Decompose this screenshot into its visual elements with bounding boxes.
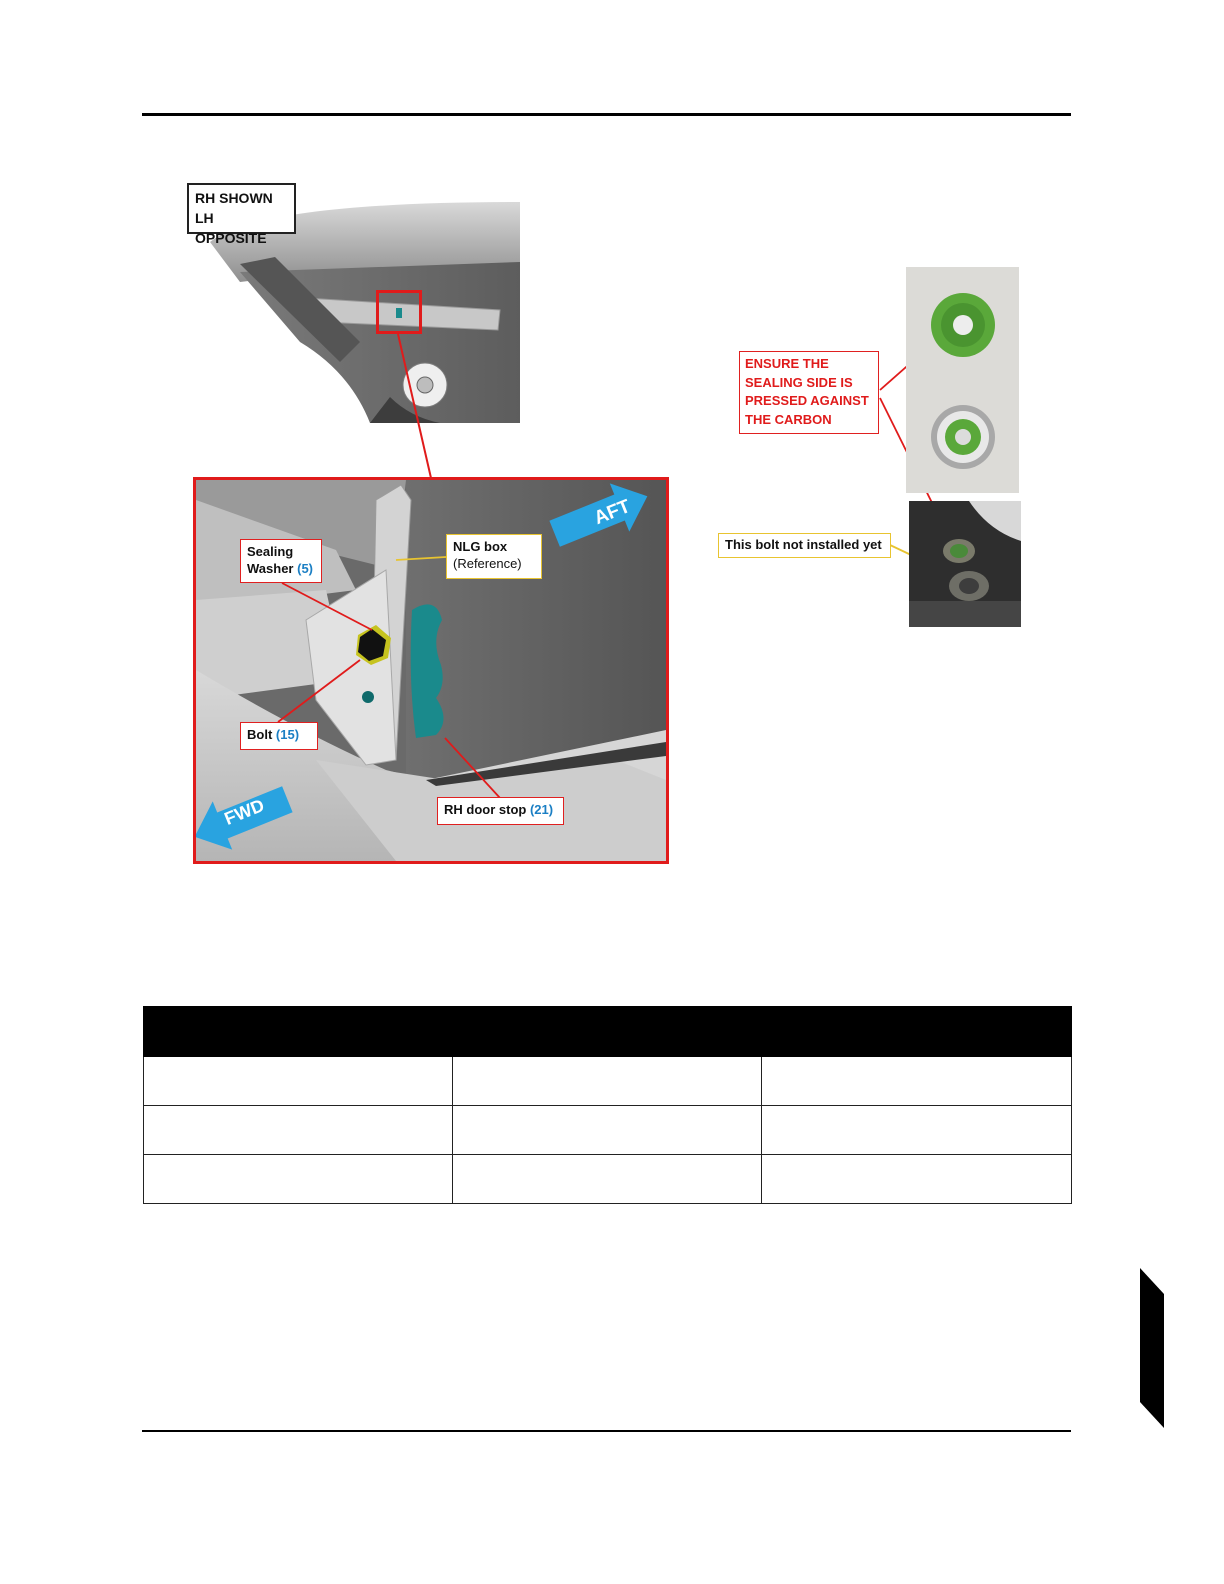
sealing-washer-label2: Washer [247, 561, 294, 576]
bolt-number: (15) [275, 727, 300, 742]
table-cell [453, 1057, 762, 1106]
fwd-arrow-label: FWD [221, 795, 268, 829]
table-cell [762, 1106, 1072, 1155]
table-cell [453, 1155, 762, 1204]
table-header-row [144, 1007, 1072, 1057]
sealing-washer-callout [240, 539, 322, 583]
data-table [143, 1006, 1072, 1204]
table-cell [144, 1155, 453, 1204]
view-label-line1: RH SHOWN [195, 190, 273, 206]
ensure-line-2: SEALING SIDE IS [745, 374, 853, 390]
nlg-box-label: NLG box [453, 539, 508, 554]
sealing-washer-number: (5) [297, 561, 313, 576]
table-cell [453, 1106, 762, 1155]
table-cell [762, 1155, 1072, 1204]
ensure-line-3: PRESSED AGAINST [745, 393, 869, 408]
ensure-line-1: ENSURE THE [745, 356, 829, 371]
nlg-box-ref: (Reference) [453, 556, 522, 571]
bolt-label: Bolt [247, 727, 273, 742]
bolt-not-installed-text: This bolt not installed yet [725, 537, 882, 552]
aft-arrow-label: AFT [591, 495, 634, 530]
section-edge-tab [1140, 1268, 1164, 1428]
bolt-not-installed-callout [718, 533, 891, 558]
table-cell [762, 1057, 1072, 1106]
table-row [144, 1155, 1072, 1204]
door-stop-label: RH door stop [444, 802, 527, 817]
ensure-line-4: THE CARBON [745, 411, 832, 427]
ensure-sealing-callout [739, 351, 879, 434]
washer-photo [906, 267, 1019, 493]
table-header-cell [144, 1007, 453, 1057]
view-label-line2: LH OPPOSITE [195, 210, 267, 246]
table-row [144, 1057, 1072, 1106]
installed-bolt-photo [909, 501, 1021, 627]
installed-bolt-illustration [909, 501, 1021, 627]
table-row [144, 1106, 1072, 1155]
washer-photo-illustration [906, 267, 1019, 493]
table-header-cell [762, 1007, 1072, 1057]
nlg-box-callout [446, 534, 542, 579]
table-cell [144, 1106, 453, 1155]
door-stop-callout [437, 797, 564, 825]
table-header-cell [453, 1007, 762, 1057]
table-cell [144, 1057, 453, 1106]
sealing-washer-label: Sealing [247, 544, 294, 559]
door-stop-number: (21) [529, 802, 554, 817]
footer-rule [142, 1430, 1071, 1432]
bolt-callout [240, 722, 318, 750]
